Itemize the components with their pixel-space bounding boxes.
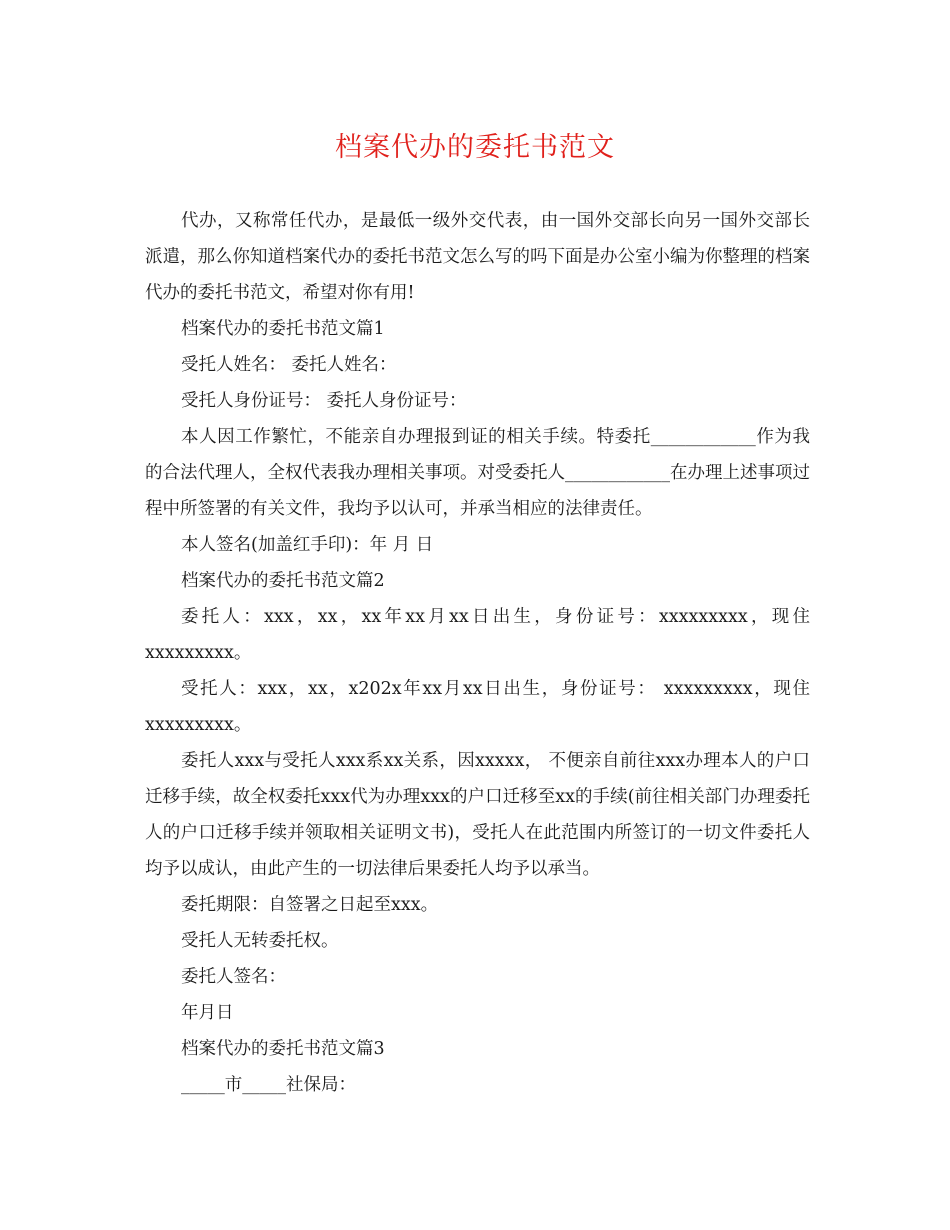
principal-signature-line: 委托人签名： <box>181 967 286 987</box>
no-subdelegation-line: 受托人无转委托权。 <box>181 931 339 951</box>
intro-paragraph: 代办，又称常任代办，是最低一级外交代表，由一国外交部长向另一国外交部长派遣，那么你知道档案代办的委托书范文怎么写的吗下面是办公室小编为你整理的档案代办的委托书范文，希望对你有用! <box>145 211 810 303</box>
document-body <box>145 203 810 1103</box>
section-heading-2: 档案代办的委托书范文篇2 <box>181 571 385 591</box>
principal-info: 委托人：xxx，xx，xx年xx月xx日出生，身份证号：xxxxxxxxx，现住xxxxxxxxx。 <box>145 607 810 663</box>
addressee-line: _____市_____社保局： <box>181 1075 356 1095</box>
id-fields-line: 受托人身份证号： 委托人身份证号： <box>181 391 467 411</box>
section-heading-1: 档案代办的委托书范文篇1 <box>181 319 385 339</box>
document-title: 档案代办的委托书范文 <box>335 132 615 163</box>
signature-line-1: 本人签名(加盖红手印)：年 月 日 <box>181 535 434 555</box>
section-heading-3: 档案代办的委托书范文篇3 <box>181 1039 385 1059</box>
date-line: 年月日 <box>181 1003 234 1023</box>
authorization-paragraph: 本人因工作繁忙，不能亲自办理报到证的相关手续。特委托____________作为我的合法代理人，全权代表我办理相关事项。对受委托人____________在办理上述事项过程中所签署的有关文件，我均予以认可，并承当相应的法律责任。 <box>145 427 810 519</box>
term-line: 委托期限：自签署之日起至xxx。 <box>181 895 439 915</box>
agent-info: 受托人：xxx，xx，x202x年xx月xx日出生，身份证号： xxxxxxxxx，现住xxxxxxxxx。 <box>145 679 810 735</box>
name-fields-line: 受托人姓名： 委托人姓名： <box>181 355 397 375</box>
delegation-paragraph: 委托人xxx与受托人xxx系xx关系，因xxxxx， 不便亲自前往xxx办理本人的户口迁移手续，故全权委托xxx代为办理xxx的户口迁移至xx的手续(前往相关部门办理委托人的户口迁移手续并领取相关证明文书)，受托人在此范围内所签订的一切文件委托人均予以成认，由此产生的一切法律后果委托人均予以承当。 <box>145 751 810 879</box>
